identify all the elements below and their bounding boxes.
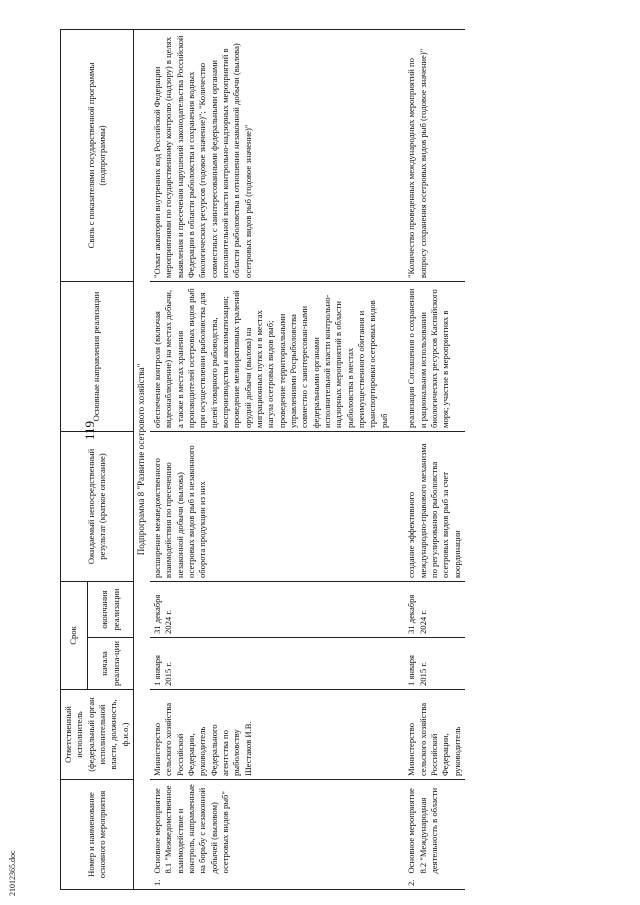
result-cell: расширение межведомственного взаимодействия по пресечению незаконной добычи (вылова) осетровых видов рыб и незаконного оборота продукции из них [150, 431, 392, 581]
measure-name-cell [392, 780, 465, 890]
measure-name: Основное мероприятие 8.2 "Международная деятельность в области [406, 787, 439, 874]
section-title: Подпрограмма 8 "Развитие осетрового хозяйства" [134, 29, 150, 889]
header-directions: Основные направления реализации [61, 281, 134, 431]
executor-cell: Министерство сельского хозяйства Российской Федерации, руководитель Федерального агентства по рыболовству Шестаков И.В. [150, 690, 392, 780]
table-row [150, 29, 392, 889]
header-link: Связь с показателями государственной программы (подпрограммы) [61, 29, 134, 281]
measure-name-cell [150, 780, 392, 890]
rotated-table-wrapper [60, 30, 620, 890]
link-cell: "Охват акватории внутренних вод Российской Федерации мероприятиями по государственному контролю (надзору) в целях выявления и пресечения нарушений законодательства Российской Федерации в области рыболовства и сохранения водных биологических ресурсов (годовое значение)"; "Количество совместных с заинтересованными федеральными органами исполнительной власти контрольно-надзорных мероприятий в области рыболовства в отношении незаконной добычи (вылова) осетровых видов рыб (годовое значение)" [150, 29, 392, 281]
executor-cell: Министерство сельского хозяйства Российской Федерации, руководитель [392, 690, 465, 780]
program-measures-table [60, 29, 465, 890]
directions-cell: обеспечение контроля (включая видеонаблюдение) на местах добычи, а также в местах хранения производителей осетровых видов рыб при осуществлении рыболовства для целей товарного рыбоводства, воспроизводства и акклиматизации; проведение мелиоративных тралений орудий добычи (вылова) на миграционных путях и в местах нагула осетровых видов рыб; проведение территориальными управлениями Росрыболовства совместно с заинтересован-ными федеральными органами исполнительной власти контрольно-надзорных мероприятий в области рыболовства в местах преимущественного обитания и транспортировки осетровых видов рыб [150, 281, 392, 431]
row-number: 1. [151, 879, 162, 886]
start-date-cell: 1 января 2015 г. [150, 638, 392, 690]
header-executor: Ответственный исполнитель (федеральный орган исполнительной власти, должность, ф.и.о.) [61, 690, 134, 780]
header-term: Срок [61, 581, 88, 689]
start-date-cell: 1 января 2015 г. [392, 638, 465, 690]
table-row [392, 29, 465, 889]
measure-name: Основное мероприятие 8.1 "Межведомственное взаимодействие и контроль, направленные на борьбу с незаконной добычей (выловом) осетровых видов рыб" [151, 784, 230, 874]
row-number: 2. [406, 879, 417, 886]
header-number-name: Номер и наименование основного мероприятия [61, 780, 134, 890]
directions-cell: реализация Соглашения о сохранении и рациональном использовании биологических ресурсов Каспийского моря; участие в мероприятиях в [392, 281, 465, 431]
header-term-start: начала реализа-ции [88, 638, 134, 690]
header-result: Ожидаемый непосредственный результат (краткое описание) [61, 431, 134, 581]
header-term-end: окончания реализации [88, 581, 134, 637]
page-number: 119 [82, 420, 97, 440]
end-date-cell: 31 декабря 2024 г. [150, 581, 392, 637]
footer-document-code: 21012365.doc [8, 850, 17, 896]
result-cell: создание эффективного международно-правового механизма по регулированию рыболовства осетровых видов рыб за счет координации [392, 431, 465, 581]
link-cell: "Количество проведенных международных мероприятий по вопросу сохранения осетровых видов рыб (годовое значение)" [392, 29, 465, 281]
section-row [134, 29, 150, 889]
end-date-cell: 31 декабря 2024 г. [392, 581, 465, 637]
